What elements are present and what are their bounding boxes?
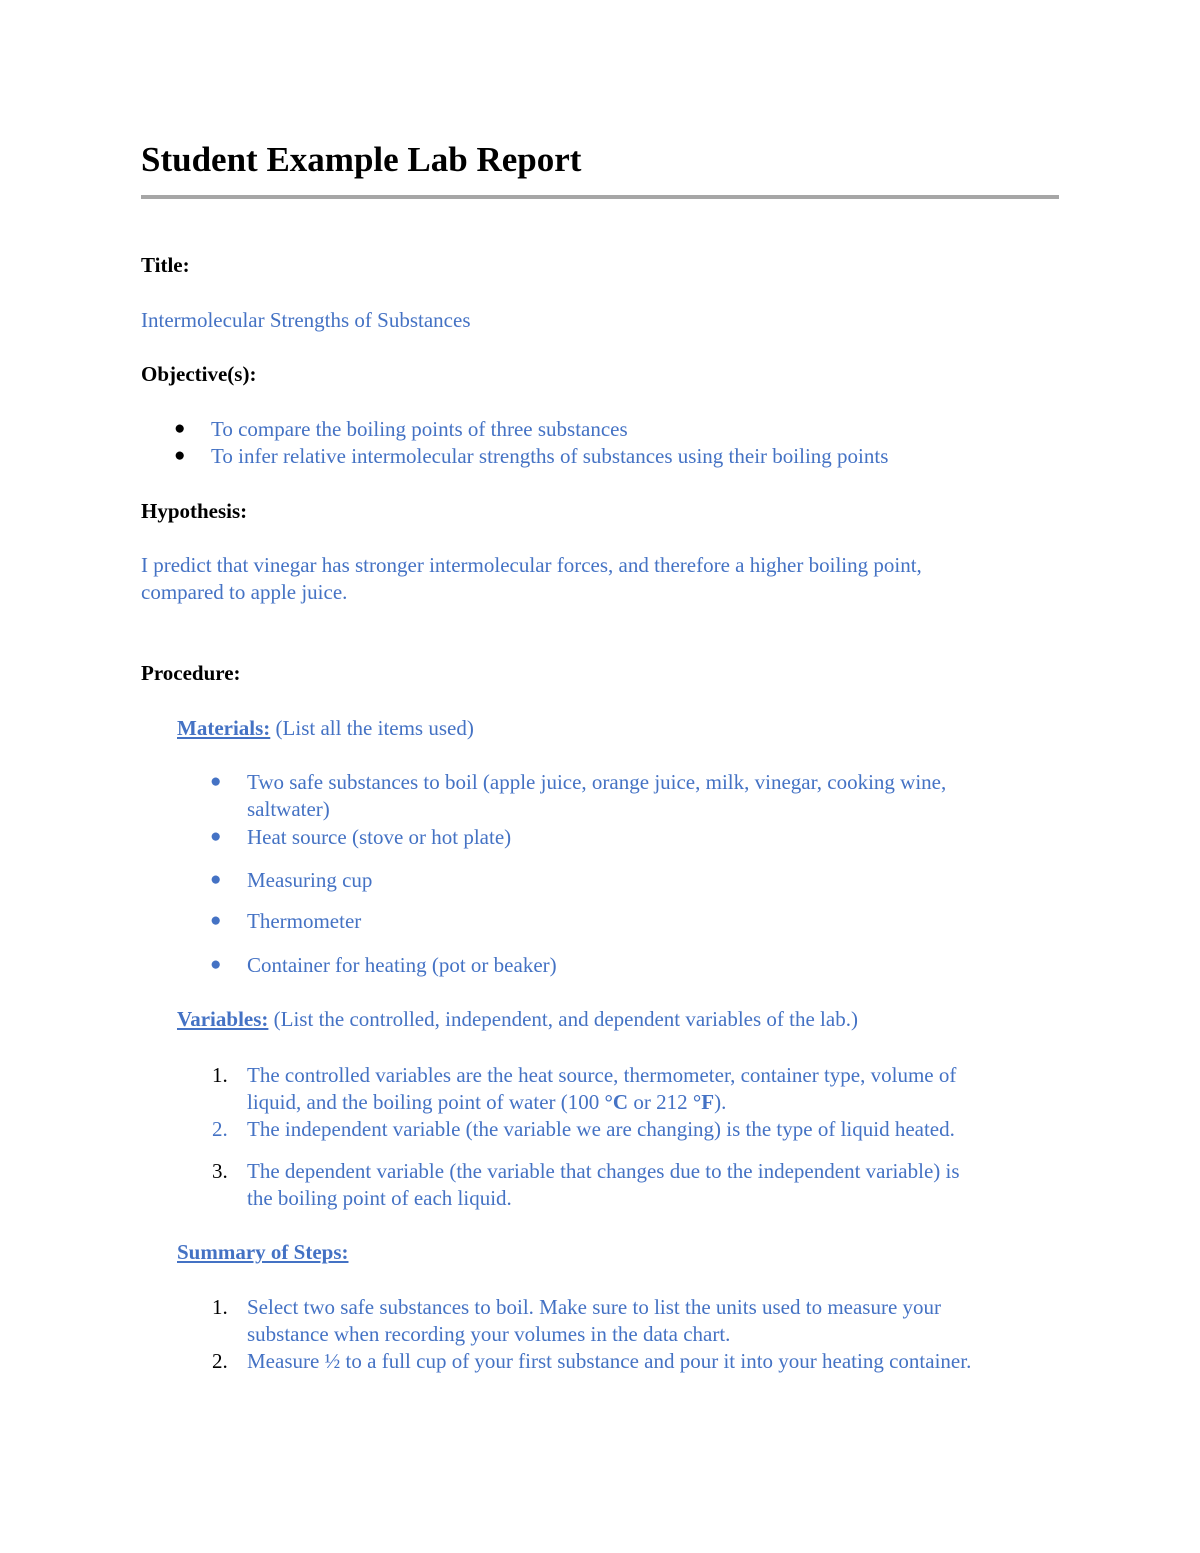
bullet-icon: ● [210, 910, 222, 931]
list-number: 2. [212, 1349, 228, 1373]
hypothesis-line: compared to apple juice. [141, 580, 348, 604]
variable-text: ). [714, 1090, 727, 1114]
list-number: 1. [212, 1063, 228, 1087]
variables-heading [177, 1006, 858, 1033]
steps-title: Summary of Steps: [177, 1240, 349, 1264]
materials-note: (List all the items used) [270, 716, 474, 740]
hypothesis-label: Hypothesis: [141, 499, 248, 523]
step-item: Select two safe substances to boil. Make sure to list the units used to measure your [247, 1295, 942, 1319]
material-item: Two safe substances to boil (apple juice, orange juice, milk, vinegar, cooking wine, [247, 770, 947, 794]
variables-note: (List the controlled, independent, and dependent variables of the lab.) [268, 1007, 858, 1031]
variable-item: The independent variable (the variable we are changing) is the type of liquid heated. [247, 1117, 955, 1141]
variables-title: Variables: [177, 1007, 269, 1031]
procedure-label: Procedure: [141, 661, 241, 685]
step-item: Measure ½ to a full cup of your first substance and pour it into your heating container. [247, 1349, 972, 1373]
variable-item: The controlled variables are the heat source, thermometer, container type, volume of [247, 1063, 957, 1087]
objective-item: To compare the boiling points of three substances [211, 417, 628, 441]
list-number: 2. [212, 1117, 228, 1141]
variable-item-continued: the boiling point of each liquid. [247, 1186, 512, 1210]
list-number: 1. [212, 1295, 228, 1319]
list-number: 3. [212, 1159, 228, 1183]
materials-title: Materials: [177, 716, 271, 740]
bullet-icon: ● [210, 771, 222, 792]
bullet-icon: ● [210, 826, 222, 847]
material-item: Container for heating (pot or beaker) [247, 953, 557, 977]
variable-text: or 212 [628, 1090, 693, 1114]
material-item: Measuring cup [247, 868, 373, 892]
objectives-label: Objective(s): [141, 362, 257, 386]
bullet-icon: ● [174, 445, 186, 466]
bullet-icon: ● [210, 869, 222, 890]
page-title: Student Example Lab Report [141, 140, 582, 179]
material-item: Thermometer [247, 909, 362, 933]
material-item: Heat source (stove or hot plate) [247, 825, 512, 849]
objective-item: To infer relative intermolecular strengths of substances using their boiling points [211, 444, 889, 468]
material-item-continued: saltwater) [247, 797, 330, 821]
variable-text: liquid, and the boiling point of water (100 [247, 1090, 605, 1114]
variable-item-continued [247, 1089, 726, 1116]
fahrenheit-unit: °F [692, 1090, 715, 1114]
title-label: Title: [141, 253, 190, 277]
steps-heading [177, 1239, 349, 1266]
bullet-icon: ● [210, 954, 222, 975]
celsius-unit: °C [604, 1090, 629, 1114]
variable-item: The dependent variable (the variable that changes due to the independent variable) is [247, 1159, 960, 1183]
title-divider [141, 195, 1059, 199]
hypothesis-line: I predict that vinegar has stronger intermolecular forces, and therefore a higher boiling point, [141, 553, 922, 577]
materials-heading [177, 715, 474, 742]
step-item-continued: substance when recording your volumes in the data chart. [247, 1322, 731, 1346]
title-value: Intermolecular Strengths of Substances [141, 308, 471, 332]
bullet-icon: ● [174, 418, 186, 439]
